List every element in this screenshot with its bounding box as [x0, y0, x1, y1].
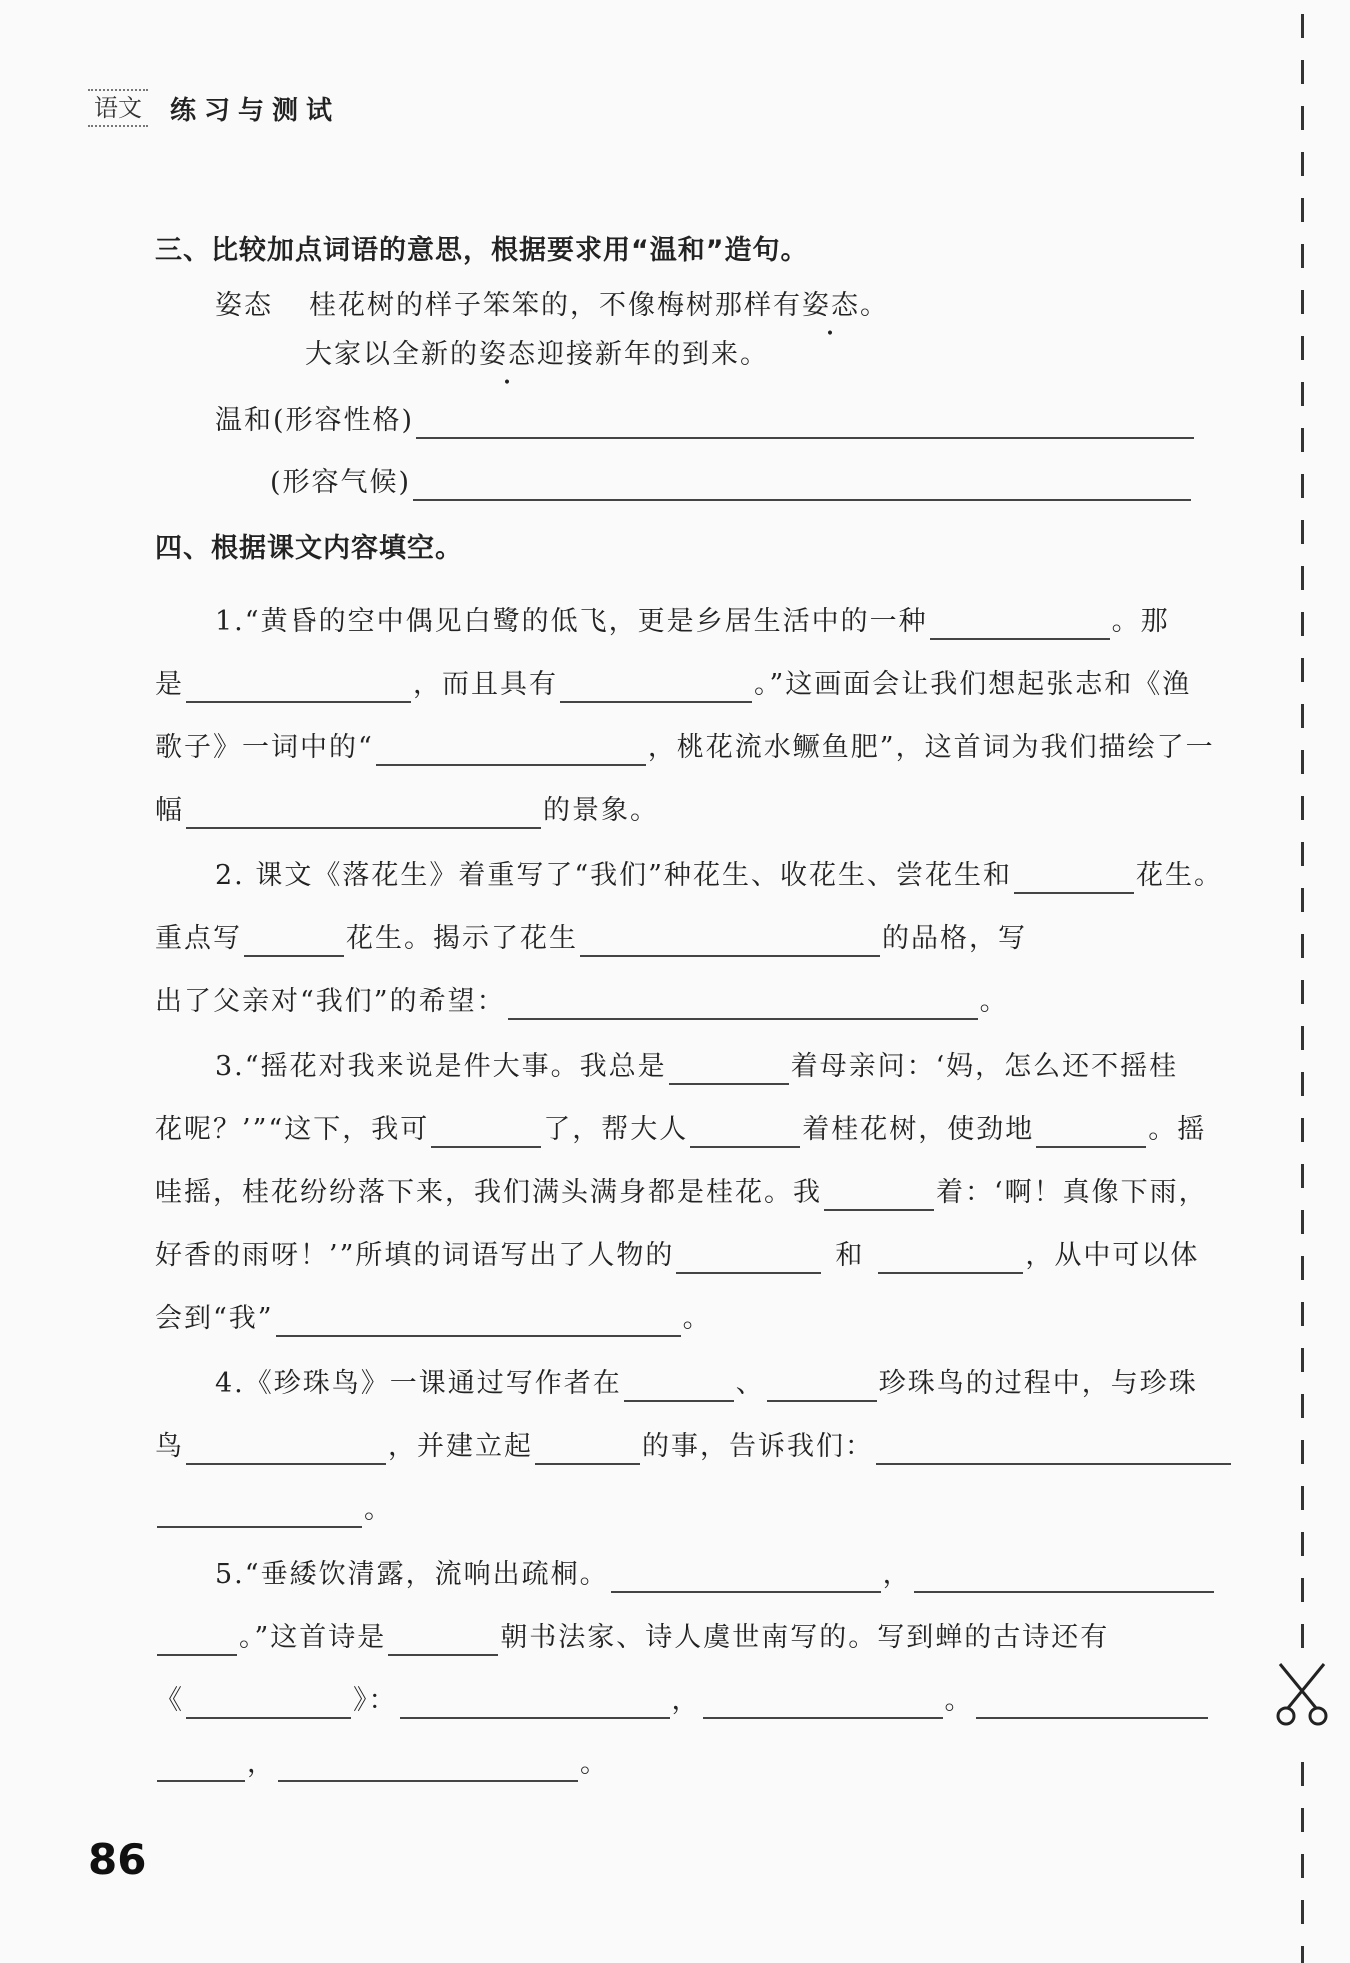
q4-text: 4.《珍珠鸟》一课通过写作者在	[215, 1368, 622, 1399]
cut-line-dash	[1301, 1624, 1304, 1648]
q1-line4	[155, 793, 1200, 829]
q3-text: 。摇	[1148, 1114, 1207, 1145]
page-header	[88, 88, 340, 128]
answer-blank[interactable]	[535, 1435, 640, 1465]
book-title: 练习与测试	[170, 95, 341, 126]
answer-blank[interactable]	[1036, 1118, 1146, 1148]
cut-line-dash	[1301, 474, 1304, 498]
scissors-icon	[1272, 1660, 1332, 1730]
cut-line-dash	[1301, 1348, 1304, 1372]
answer-blank[interactable]	[157, 1626, 237, 1656]
q1-line2	[155, 667, 1200, 703]
cut-line-dash	[1301, 290, 1304, 314]
q3-text: 会到“我”	[155, 1303, 274, 1334]
section3-title: 三、比较加点词语的意思，根据要求用“温和”造句。	[155, 235, 809, 266]
cut-line-dash	[1301, 1026, 1304, 1050]
practice2-label: (形容气候)	[270, 467, 412, 498]
cut-line-dash	[1301, 14, 1304, 38]
q3-text: 着桂花树，使劲地	[802, 1114, 1035, 1145]
q3-text: 着：‘啊！真像下雨，	[936, 1177, 1208, 1208]
answer-blank[interactable]	[876, 1435, 1231, 1465]
q4-line3	[155, 1492, 1200, 1528]
q1-text: ，而且具有	[413, 669, 558, 700]
section3-s2-text: 大家以全新的	[305, 339, 479, 370]
cut-line-dash	[1301, 244, 1304, 268]
cut-line-dash	[1301, 1210, 1304, 1234]
answer-blank[interactable]	[624, 1372, 734, 1402]
answer-blank[interactable]	[580, 927, 880, 957]
cut-line-dash	[1301, 704, 1304, 728]
q4-text: 。	[364, 1494, 393, 1525]
cut-line-dash	[1301, 106, 1304, 130]
cut-line-dash	[1301, 428, 1304, 452]
q5-line4	[155, 1746, 1200, 1782]
q2-text: 。	[979, 986, 1009, 1017]
answer-blank[interactable]	[824, 1181, 934, 1211]
section3-s2-end: 迎接新年的到来。	[537, 339, 769, 370]
q5-text: 。	[944, 1685, 974, 1716]
cut-line-dash	[1301, 1118, 1304, 1142]
answer-blank[interactable]	[976, 1689, 1208, 1719]
answer-blank[interactable]	[560, 673, 752, 703]
dotted-word: 姿态	[479, 339, 537, 370]
cut-line-dash	[1301, 1256, 1304, 1280]
q1-line1	[215, 604, 1260, 640]
q3-text: 好香的雨呀！’”所填的词语写出了人物的	[155, 1240, 675, 1271]
q1-text: 歌子》一词中的“	[155, 732, 374, 763]
cut-line-dash	[1301, 1578, 1304, 1602]
q3-line5	[155, 1301, 1200, 1337]
section3-s1-text: 桂花树的样子笨笨的，不像梅树那样有	[309, 290, 802, 321]
cut-line-dash	[1301, 1072, 1304, 1096]
cut-line-dash	[1301, 1440, 1304, 1464]
answer-blank[interactable]	[186, 799, 541, 829]
q5-text: 。”这首诗是	[239, 1622, 387, 1653]
section3-practice1	[215, 403, 1260, 439]
q1-text: 。那	[1111, 606, 1170, 637]
cut-line-dash	[1301, 1486, 1304, 1510]
q1-line3	[155, 730, 1215, 766]
q1-text: 1.“黄昏的空中偶见白鹭的低飞，更是乡居生活中的一种	[215, 606, 928, 637]
q5-text: 》：	[353, 1685, 398, 1716]
cut-line-dash	[1301, 566, 1304, 590]
q5-text: 5.“垂緌饮清露，流响出疏桐。	[215, 1559, 609, 1590]
q1-text: 。”这画面会让我们想起张志和《渔	[754, 669, 1192, 700]
cut-line-dash	[1301, 1302, 1304, 1326]
cut-line-dash	[1301, 1394, 1304, 1418]
q4-text: ，并建立起	[388, 1431, 533, 1462]
section3-word: 姿态	[215, 290, 273, 321]
q3-text: 着母亲问：‘妈，怎么还不摇桂	[790, 1051, 1179, 1082]
q3-text: 。	[682, 1303, 712, 1334]
answer-blank[interactable]	[416, 409, 1194, 439]
answer-blank[interactable]	[878, 1244, 1023, 1274]
q3-line2	[155, 1112, 1207, 1148]
section3-sentence2	[305, 337, 1350, 373]
q2-line3	[155, 984, 1200, 1020]
cut-line-dash	[1301, 658, 1304, 682]
q3-text: 哇摇，桂花纷纷落下来，我们满头满身都是桂花。我	[155, 1177, 822, 1208]
q4-line2	[155, 1429, 1200, 1465]
cut-line-dash	[1301, 888, 1304, 912]
cut-line-dash	[1301, 842, 1304, 866]
page-number: 86	[88, 1835, 147, 1884]
cut-line-dash	[1301, 1900, 1304, 1924]
q3-text: 和	[835, 1240, 865, 1271]
answer-blank[interactable]	[388, 1626, 498, 1656]
q5-text: 《	[155, 1685, 184, 1716]
cut-line-dash	[1301, 336, 1304, 360]
q3-text: 3.“摇花对我来说是件大事。我总是	[215, 1051, 667, 1082]
q3-line4	[155, 1238, 1200, 1274]
cut-line-dash	[1301, 980, 1304, 1004]
answer-blank[interactable]	[914, 1563, 1214, 1593]
cut-line-dash	[1301, 612, 1304, 636]
q5-text: ，	[882, 1559, 912, 1590]
q5-text: ，	[247, 1748, 276, 1779]
answer-blank[interactable]	[400, 1689, 670, 1719]
q5-text: 朝书法家、诗人虞世南写的。写到蝉的古诗还有	[500, 1622, 1110, 1653]
section3-s1-end: 。	[860, 290, 889, 321]
cut-line-dash	[1301, 152, 1304, 176]
section4-title: 四、根据课文内容填空。	[155, 533, 463, 564]
cut-line-dash	[1301, 1946, 1304, 1963]
q3-text: 了，帮大人	[543, 1114, 689, 1145]
q4-text: 鸟	[155, 1431, 184, 1462]
q2-text: 出了父亲对“我们”的希望：	[155, 986, 506, 1017]
cut-line-dash	[1301, 1532, 1304, 1556]
q3-line1	[215, 1049, 1260, 1085]
answer-blank[interactable]	[431, 1118, 541, 1148]
q4-line1	[215, 1366, 1260, 1402]
q5-line1	[215, 1557, 1260, 1593]
cut-line-dash	[1301, 1808, 1304, 1832]
q2-text: 花生。揭示了花生	[346, 923, 578, 954]
answer-blank[interactable]	[676, 1244, 821, 1274]
answer-blank[interactable]	[508, 990, 978, 1020]
cut-line-dash	[1301, 934, 1304, 958]
cut-line-dash	[1301, 198, 1304, 222]
q1-text: 是	[155, 669, 184, 700]
answer-blank[interactable]	[703, 1689, 943, 1719]
q2-text: 2. 课文《落花生》着重写了“我们”种花生、收花生、尝花生和	[215, 860, 1012, 891]
q3-line3	[155, 1175, 1208, 1211]
q5-line2	[155, 1620, 1200, 1656]
answer-blank[interactable]	[767, 1372, 877, 1402]
answer-blank[interactable]	[186, 673, 411, 703]
cut-line-dash	[1301, 520, 1304, 544]
cut-line-dash	[1301, 750, 1304, 774]
practice1-label: 温和(形容性格)	[215, 405, 415, 436]
dotted-word: 姿态	[802, 290, 860, 321]
q3-text: ，从中可以体	[1025, 1240, 1200, 1271]
cut-line-dash	[1301, 1762, 1304, 1786]
answer-blank[interactable]	[376, 736, 646, 766]
cut-line-dash	[1301, 60, 1304, 84]
cut-line-dash	[1301, 796, 1304, 820]
answer-blank[interactable]	[186, 1435, 386, 1465]
answer-blank[interactable]	[690, 1118, 800, 1148]
q4-text: 珍珠鸟的过程中，与珍珠	[878, 1368, 1198, 1399]
answer-blank[interactable]	[278, 1752, 578, 1782]
answer-blank[interactable]	[186, 1689, 351, 1719]
cut-line-dash	[1301, 1854, 1304, 1878]
cut-line-dash	[1301, 382, 1304, 406]
q5-line3	[155, 1683, 1200, 1719]
q1-text: 的景象。	[543, 795, 659, 826]
q2-text: 花生。	[1135, 860, 1223, 891]
q2-text: 的品格，写	[882, 923, 1027, 954]
q4-text: 、	[735, 1368, 765, 1399]
q3-text: 花呢？’”“这下，我可	[155, 1114, 430, 1145]
answer-blank[interactable]	[669, 1055, 789, 1085]
q5-text: ，	[671, 1685, 701, 1716]
answer-blank[interactable]	[1014, 864, 1134, 894]
q5-text: 。	[580, 1748, 609, 1779]
cut-line-dash	[1301, 1164, 1304, 1188]
answer-blank[interactable]	[276, 1307, 681, 1337]
section3-practice2	[270, 465, 1315, 501]
q4-text: 的事，告诉我们：	[642, 1431, 874, 1462]
q2-text: 重点写	[155, 923, 242, 954]
subject-label: 语文	[88, 89, 148, 127]
answer-blank[interactable]	[244, 927, 344, 957]
q2-line2	[155, 921, 1200, 957]
q1-text: ，桃花流水鳜鱼肥”，这首词为我们描绘了一	[647, 732, 1215, 763]
answer-blank[interactable]	[157, 1752, 245, 1782]
answer-blank[interactable]	[611, 1563, 881, 1593]
answer-blank[interactable]	[413, 471, 1191, 501]
answer-blank[interactable]	[930, 610, 1110, 640]
q2-line1	[215, 858, 1260, 894]
q1-text: 幅	[155, 795, 184, 826]
answer-blank[interactable]	[157, 1498, 362, 1528]
section3-sentence1	[215, 288, 1260, 324]
